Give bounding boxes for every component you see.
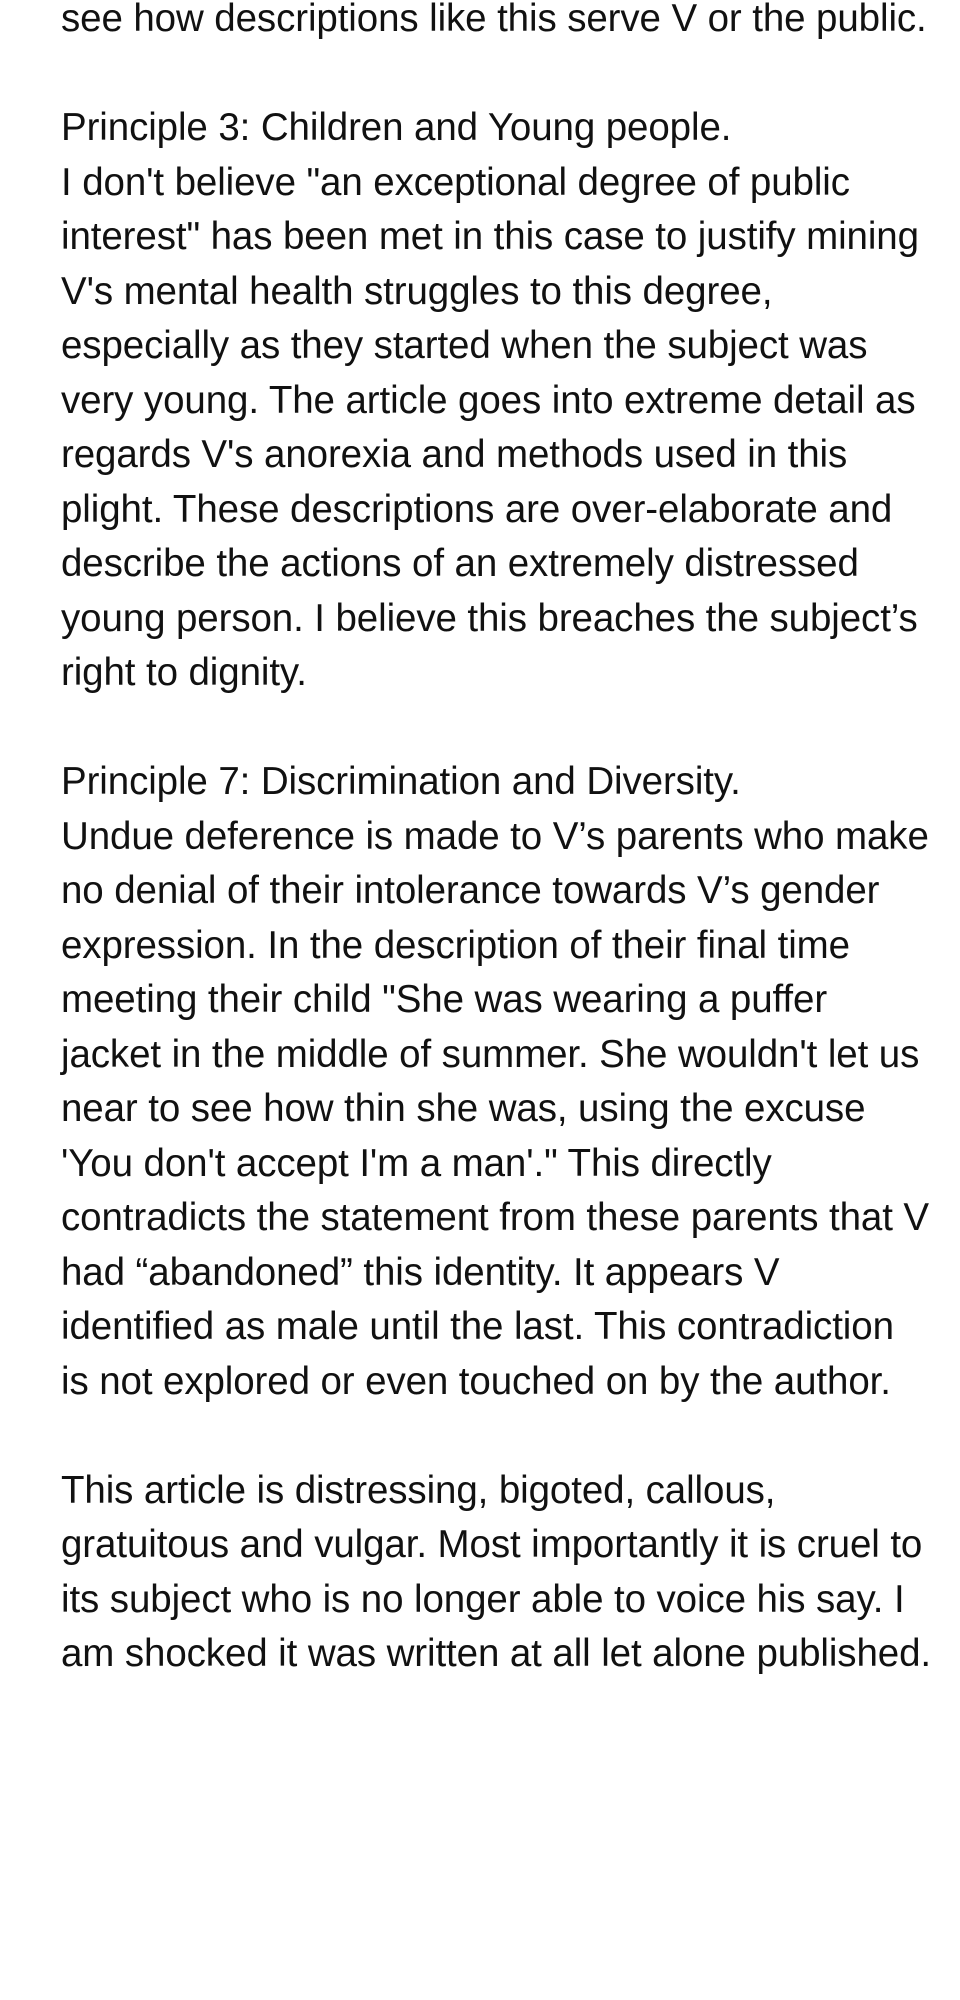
section-heading: Principle 7: Discrimination and Diversity.: [61, 760, 741, 803]
section-body: I don't believe "an exceptional degree of public interest" has been met in this case to justify mining V's mental health struggles to this degree, especially as they started when the subject was very young. The article goes into extreme detail as regards V's anorexia and methods used in this plight. These descriptions are over-elaborate and describe the actions of an extremely distressed young person. I believe this breaches the subject’s right to dignity.: [61, 160, 930, 694]
intro-paragraph: [61, 0, 931, 47]
section-principle-7: [61, 755, 940, 1409]
conclusion-paragraph: [61, 1464, 931, 1682]
conclusion-text: This article is distressing, bigoted, callous, gratuitous and vulgar. Most importantly it is cruel to its subject who is no longer able to voice his say. I am shocked it was written at all let alone published.: [61, 1468, 933, 1675]
section-body: Undue deference is made to V’s parents who make no denial of their intolerance towards V’s gender expression. In the description of their final time meeting their child "She was wearing a puffer jacket in the middle of summer. She wouldn't let us near to see how thin she was, using the excuse 'You don't accept I'm a man'." This directly contradicts the statement from these parents that V had “abandoned” this identity. It appears V identified as male until the last. This contradiction is not explored or even touched on by the author.: [61, 814, 940, 1403]
document-text: [61, 0, 940, 1736]
intro-fragment: see how descriptions like this serve V or the public.: [61, 0, 927, 40]
section-heading: Principle 3: Children and Young people.: [61, 106, 732, 149]
section-principle-3: [61, 101, 931, 701]
